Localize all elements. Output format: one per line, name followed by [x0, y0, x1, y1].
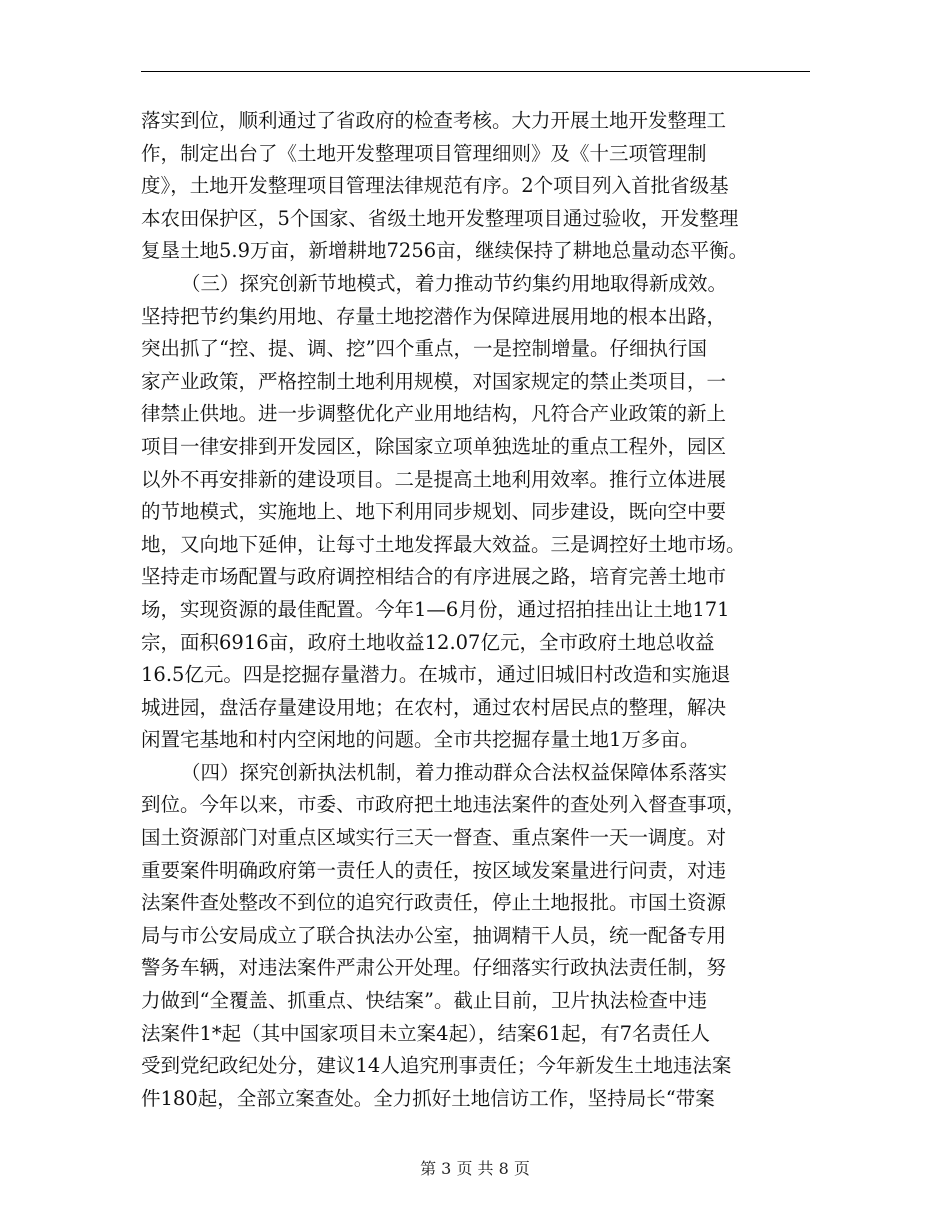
text-line: 法案件1*起（其中国家项目未立案4起），结案61起，有7名责任人 [141, 1021, 711, 1045]
body-text [141, 105, 813, 1115]
text-line: 16.5亿元。四是挖掘存量潜力。在城市，通过旧城旧村改造和实施退 [141, 663, 731, 687]
text-line: 闲置宅基地和村内空闲地的问题。全市共挖掘存量土地1万多亩。 [141, 728, 700, 752]
text-line: 坚持把节约集约用地、存量土地挖潜作为保障进展用地的根本出路， [141, 304, 727, 328]
page-number-footer: 第 3 页 共 8 页 [420, 1159, 530, 1178]
text-line: 法案件查处整改不到位的追究行政责任，停止土地报批。市国土资源 [141, 891, 727, 915]
text-line: 落实到位，顺利通过了省政府的检查考核。大力开展土地开发整理工 [141, 109, 727, 132]
text-line: 地，又向地下延伸，让每寸土地发挥最大效益。三是调控好土地市场。 [141, 532, 746, 556]
text-line: 宗，面积6916亩，政府土地收益12.07亿元，全市政府土地总收益 [141, 630, 715, 654]
header-rule [141, 71, 810, 72]
text-line: 复垦土地5.9万亩，新增耕地7256亩，继续保持了耕地总量动态平衡。 [141, 239, 749, 263]
section-heading-3: （三）探究创新节地模式，着力推动节约集约用地取得新成效。 [181, 271, 728, 295]
text-line: 度》，土地开发整理项目管理法律规范有序。2个项目列入首批省级基 [141, 174, 729, 198]
text-line: 本农田保护区，5个国家、省级土地开发整理项目通过验收，开发整理 [141, 206, 739, 230]
text-line: 项目一律安排到开发园区，除国家立项单独选址的重点工程外，园区 [141, 434, 727, 458]
text-line: 以外不再安排新的建设项目。二是提高土地利用效率。推行立体进展 [141, 467, 727, 491]
text-line: 件180起，全部立案查处。全力抓好土地信访工作，坚持局长“带案 [141, 1086, 715, 1110]
text-line: 警务车辆，对违法案件严肃公开处理。仔细落实行政执法责任制，努 [141, 956, 727, 980]
text-line: 力做到“全覆盖、抓重点、快结案”。截止目前，卫片执法检查中违 [141, 989, 707, 1013]
text-line: 的节地模式，实施地上、地下利用同步规划、同步建设，既向空中要 [141, 500, 727, 524]
section-heading-4: （四）探究创新执法机制，着力推动群众合法权益保障体系落实 [181, 760, 728, 784]
text-line: 局与市公安局成立了联合执法办公室，抽调精干人员，统一配备专用 [141, 923, 727, 947]
text-line: 重要案件明确政府第一责任人的责任，按区域发案量进行问责，对违 [141, 858, 727, 882]
text-line: 场，实现资源的最佳配置。今年1—6月份，通过招拍挂出让土地171 [141, 597, 730, 621]
text-line: 作，制定出台了《土地开发整理项目管理细则》及《十三项管理制 [141, 141, 707, 165]
text-line: 受到党纪政纪处分，建议14人追究刑事责任；今年新发生土地违法案 [141, 1054, 732, 1078]
text-line: 国土资源部门对重点区域实行三天一督查、重点案件一天一调度。对 [141, 826, 727, 850]
text-line: 坚持走市场配置与政府调控相结合的有序进展之路，培育完善土地市 [141, 565, 727, 589]
text-line: 突出抓了“控、提、调、挖”四个重点，一是控制增量。仔细执行国 [141, 337, 707, 361]
text-line: 到位。今年以来，市委、市政府把土地违法案件的查处列入督查事项， [141, 793, 746, 817]
text-line: 城进园，盘活存量建设用地；在农村，通过农村居民点的整理，解决 [141, 695, 727, 719]
text-line: 家产业政策，严格控制土地利用规模，对国家规定的禁止类项目，一 [141, 369, 727, 393]
text-line: 律禁止供地。进一步调整优化产业用地结构，凡符合产业政策的新上 [141, 402, 727, 426]
